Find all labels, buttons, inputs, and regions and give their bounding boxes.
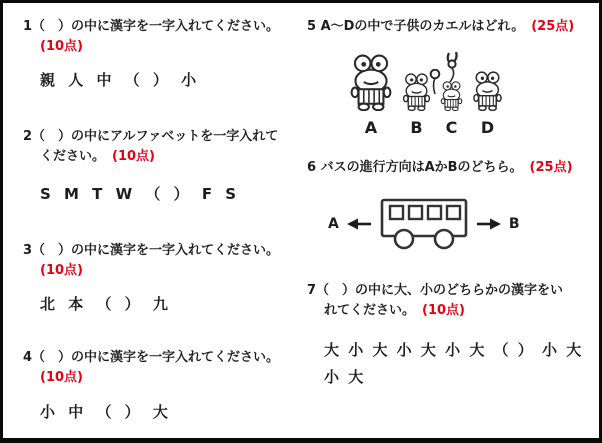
- question-7-prompt-line2: [324, 301, 583, 321]
- frog-b-label: B: [410, 118, 423, 137]
- bus-diagram: [328, 195, 520, 253]
- frog-c-illustration: [440, 51, 463, 111]
- question-5-points: (25点): [531, 19, 575, 34]
- question-7-answer-row-2: 小 大: [324, 368, 366, 386]
- question-2-answer-row: S M T W （ ） F S: [40, 185, 241, 203]
- question-5-prompt: [307, 17, 574, 37]
- frog-d-illustration: [472, 71, 503, 111]
- question-5: [307, 17, 574, 37]
- bunny-balloon-icon: [441, 51, 463, 83]
- right-arrow-icon: [476, 217, 502, 231]
- question-1-answer-row: 親 人 中 （ ） 小: [40, 71, 201, 89]
- question-2-prompt-text: ください。: [40, 149, 106, 164]
- question-4-prompt: 4（ ）の中に漢字を一字入れてください。: [23, 350, 280, 365]
- question-4-points: (10点): [40, 370, 83, 385]
- question-1-points: (10点): [40, 39, 83, 54]
- question-7-prompt-text: れてください。: [324, 303, 416, 318]
- question-6-prompt-text: 6 バスの進行方向はAかBのどちら。: [307, 160, 523, 175]
- balloon-icon: [428, 69, 441, 95]
- question-6-prompt: [307, 158, 573, 178]
- question-3-prompt: 3（ ）の中に漢字を一字入れてください。: [23, 243, 280, 258]
- bus-direction-a-label: A: [328, 216, 339, 232]
- question-1: [23, 17, 279, 90]
- question-2-prompt-line1: 2（ ）の中にアルファベットを一字入れて: [23, 129, 279, 144]
- frog-a-illustration: [349, 54, 393, 111]
- question-7-prompt-line1: 7（ ）の中に大、小のどちらかの漢字をい: [307, 283, 564, 298]
- frog-options-row: [349, 51, 503, 137]
- question-6: [307, 158, 573, 178]
- question-2-prompt-line2: [40, 147, 278, 167]
- left-arrow-icon: [346, 217, 372, 231]
- frog-a-label: A: [364, 118, 378, 137]
- frog-b-illustration: [402, 73, 431, 111]
- question-3-points: (10点): [40, 263, 83, 278]
- bus-illustration: [379, 196, 469, 252]
- question-4: [23, 348, 279, 422]
- question-3: [23, 241, 279, 314]
- question-7-answer-row-1: 大 小 大 小 大 小 大 （ ） 小 大: [324, 341, 584, 359]
- bus-direction-b-label: B: [508, 216, 520, 232]
- frog-option-b: [402, 73, 431, 137]
- question-1-prompt: 1（ ）の中に漢字を一字入れてください。: [23, 19, 280, 34]
- frog-d-label: D: [480, 118, 495, 137]
- frog-option-c: [440, 51, 463, 137]
- question-6-points: (25点): [529, 160, 573, 175]
- frog-c-label: C: [445, 118, 458, 137]
- question-5-prompt-text: 5 A～Dの中で子供のカエルはどれ。: [307, 19, 525, 34]
- question-7: [307, 281, 583, 391]
- question-2: [23, 127, 278, 204]
- frog-option-d: [472, 71, 503, 137]
- question-2-points: (10点): [112, 149, 155, 164]
- question-4-answer-row: 小 中 （ ） 大: [40, 403, 172, 421]
- question-3-answer-row: 北 本 （ ） 九: [40, 295, 172, 313]
- frog-option-a: [349, 54, 393, 137]
- question-7-points: (10点): [422, 303, 465, 318]
